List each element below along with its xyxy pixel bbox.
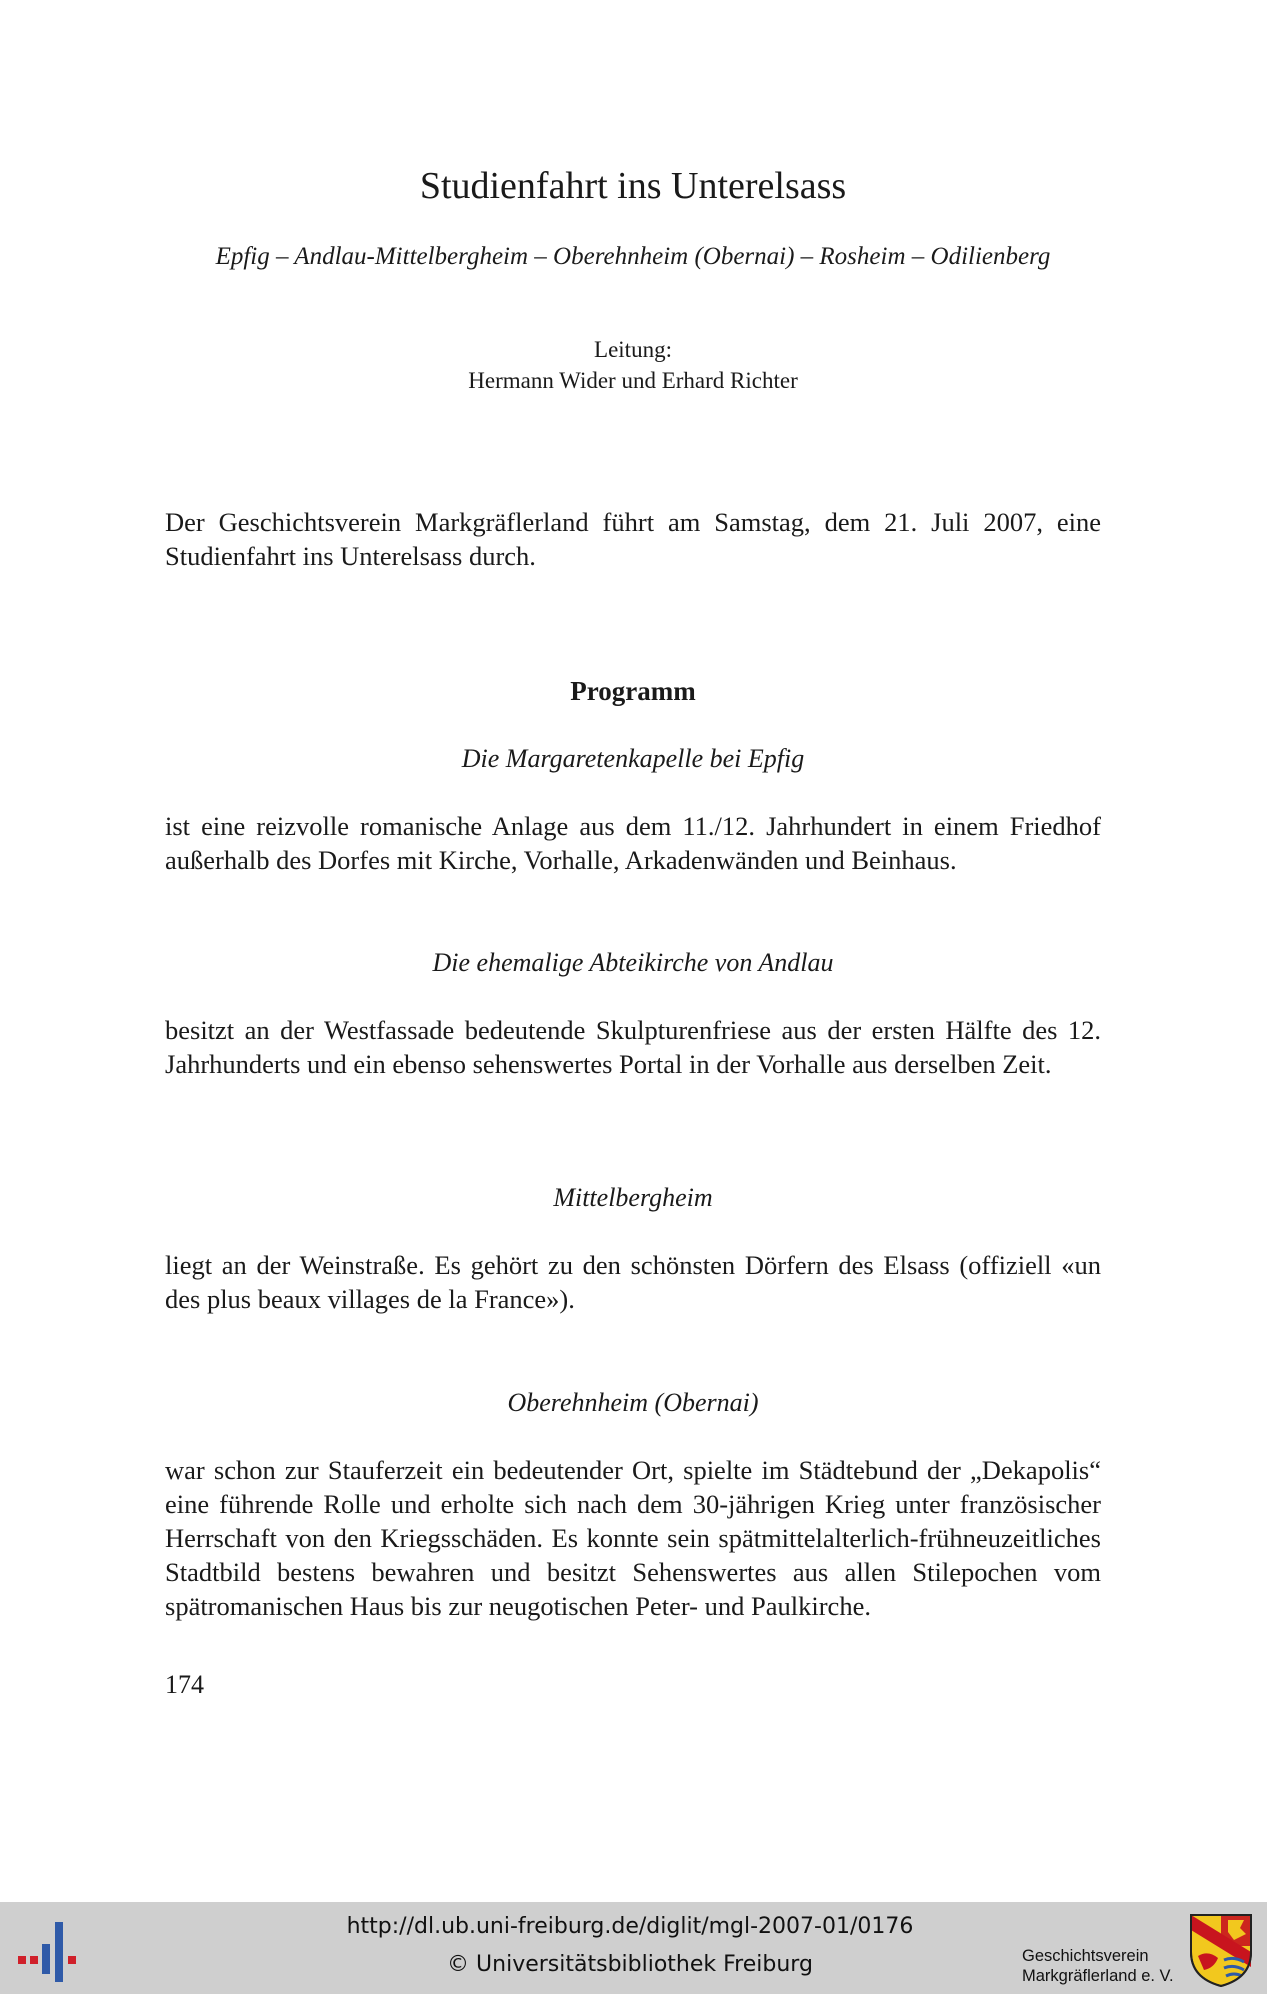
coat-of-arms-icon [1188,1912,1254,1988]
page-number: 174 [165,1670,204,1699]
society-name-line1: Geschichtsverein [1022,1947,1149,1965]
section-text: war schon zur Stauferzeit ein bedeutender Ort, spielte im Städtebund der „Dekapolis“ eine führende Rolle und erholte sich nach dem 30-jährigen Krieg unter französischer Herrschaft von den Kriegsschäden. Es konnte sein spätmittelalterlich-frühneuzeitliches Stadtbild bestens bewahren und besitzt Sehenswertes aus allen Stilepochen vom spätromanischen Haus bis zur neugotischen Peter- und Paulkirche. [165,1455,1101,1621]
copyright-text: © Universitätsbibliothek Freiburg [447,1952,813,1977]
section-text: besitzt an der Westfassade bedeutende Skulpturenfriese aus der ersten Hälfte des 12. Jahrhunderts und ein ebenso sehenswertes Portal in der Vorhalle aus derselben Zeit. [165,1015,1101,1079]
leitung-label: Leitung: [594,337,672,362]
section-text: liegt an der Weinstraße. Es gehört zu den schönsten Dörfern des Elsass (offiziell «un des plus beaux villages de la France»). [165,1250,1101,1314]
society-name-line2: Markgräflerland e. V. [1022,1967,1174,1985]
programm-heading: Programm [570,676,696,706]
footer-bar [0,1902,1267,1994]
section-title: Die Margaretenkapelle bei Epfig [461,744,805,773]
section-title: Die ehemalige Abteikirche von Andlau [432,948,834,977]
leitung-names: Hermann Wider und Erhard Richter [468,368,798,393]
ub-freiburg-logo-icon [18,1922,80,1982]
section-title: Mittelbergheim [553,1183,713,1212]
section-title: Oberehnheim (Obernai) [507,1388,759,1417]
intro-paragraph: Der Geschichtsverein Markgräflerland führt am Samstag, dem 21. Juli 2007, eine Studienfahrt ins Unterelsass durch. [165,507,1101,571]
digital-library-link[interactable]: http://dl.ub.uni-freiburg.de/diglit/mgl-2007-01/0176 [346,1914,914,1939]
document-subtitle: Epfig – Andlau-Mittelbergheim – Oberehnheim (Obernai) – Rosheim – Odilienberg [215,243,1051,270]
document-title: Studienfahrt ins Unterelsass [419,165,847,207]
society-name [1022,1946,1182,1986]
section-text: ist eine reizvolle romanische Anlage aus dem 11./12. Jahrhundert in einem Friedhof außerhalb des Dorfes mit Kirche, Vorhalle, Arkadenwänden und Beinhaus. [165,811,1101,875]
